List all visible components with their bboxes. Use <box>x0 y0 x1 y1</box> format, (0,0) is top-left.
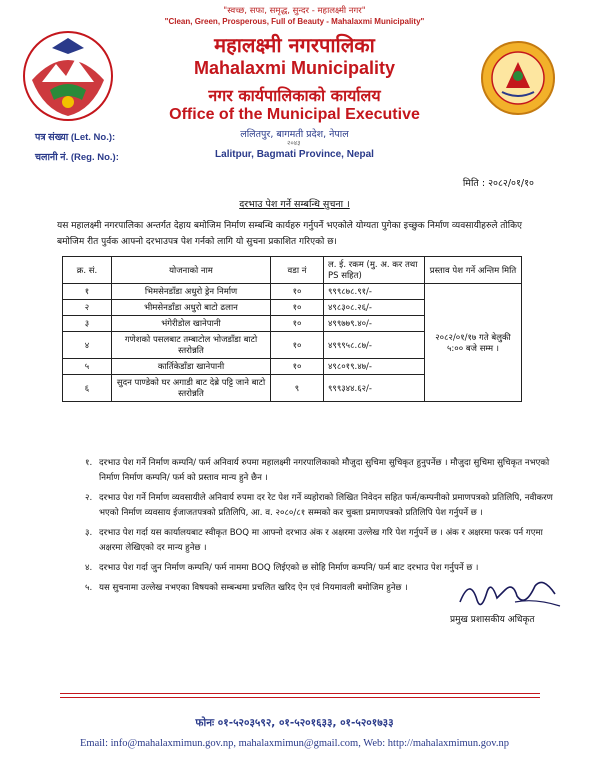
list-item <box>85 526 560 556</box>
list-item <box>85 491 560 521</box>
list-item-number: ३. <box>85 528 93 538</box>
list-item-text: यस सुचनामा उल्लेख नभएका विषयको सम्बन्धमा प्रचलित खरिद ऐन एवं नियमावली बमोजिम हुनेछ । <box>99 583 408 593</box>
list-item-number: ५. <box>85 583 93 593</box>
footer-divider <box>60 693 540 694</box>
motto-nepali: "स्वच्छ, सफा, समृद्ध, सुन्दर - महालक्ष्मी नगर" <box>223 6 366 16</box>
header-amount: ल. ई. रकम (मु. अ. कर तथा PS सहित) <box>324 257 425 284</box>
notice-subject: दरभाउ पेश गर्ने सम्बन्धि सुचना । <box>239 199 350 210</box>
row-ward: १० <box>271 359 324 375</box>
registration-number-label: चलानी नं. (Reg. No.): <box>35 152 119 163</box>
municipality-name-nepali: महालक्ष्मी नगरपालिका <box>214 33 375 57</box>
list-item <box>85 456 560 486</box>
row-amount: ९९९८७८.९१/- <box>324 284 425 300</box>
row-project-name: कार्तिकेडाँडा खानेपानी <box>112 359 271 375</box>
list-item-text: दरभाउ पेश गर्दा जुन निर्माण कम्पनि/ फर्म नाममा BOQ लिईएको छ सोहि निर्माण कम्पनि/ फर्म बाट दरभाउ पेश गर्नुपर्ने छ । <box>99 563 479 573</box>
deadline-cell: २०८२/०१/१७ गते बेलुकी ५:०० बजे सम्म । <box>425 284 522 402</box>
handwritten-signature <box>455 572 565 617</box>
row-project-name: सुदन पाण्डेको घर अगाडी बाट देब्रे पट्टि जाने बाटो स्तरोन्नति <box>112 375 271 402</box>
address-english: Lalitpur, Bagmati Province, Nepal <box>215 149 374 160</box>
row-ward: १० <box>271 284 324 300</box>
notice-intro: यस महालक्ष्मी नगरपालिका अन्तर्गत देहाय बमोजिम निर्माण सम्बन्धि कार्यहरु गर्नुपर्ने भएकोले योग्यता पुगेका इच्छुक निर्माण व्यवसायीहरुले तोकिए बमोजिम रीत पुर्वक आफ्नो दरभाउपत्र पेश गर्नको लागि यो सुचना प्रकाशित गरिएको छ। <box>57 221 522 247</box>
header-ward: वडा नं <box>271 257 324 284</box>
list-item-number: १. <box>85 458 93 468</box>
row-amount: ४९८३०८.२६/- <box>324 300 425 316</box>
header-project-name: योजनाको नाम <box>112 257 271 284</box>
row-serial: २ <box>63 300 112 316</box>
row-amount: ४९९९५८.८७/- <box>324 332 425 359</box>
row-serial: ३ <box>63 316 112 332</box>
list-item-text: दरभाउ पेश गर्ने निर्माण कम्पनि/ फर्म अनिवार्य रुपमा महालक्ष्मी नगरपालिकाको मौजुदा सुचिमा सुचिकृत हुनुपर्नेछ । मौजुदा सुचिमा सुचिकृत नभएको निर्माण निर्माण कम्पनि/ फर्म को प्रस्ताव मान्य हुने छैन । <box>99 458 550 483</box>
municipality-name-english: Mahalaxmi Municipality <box>193 58 396 78</box>
row-amount: ४९९७७९.४०/- <box>324 316 425 332</box>
office-name-nepali: नगर कार्यपालिकाको कार्यालय <box>208 86 381 105</box>
motto-english: "Clean, Green, Prosperous, Full of Beauty - Mahalaxmi Municipality" <box>164 17 425 26</box>
header-deadline: प्रस्ताव पेश गर्ने अन्तिम मिति <box>425 257 522 284</box>
row-ward: १० <box>271 332 324 359</box>
row-project-name: भंगेरीडोल खानेपानी <box>112 316 271 332</box>
header-serial: क्र. सं. <box>63 257 112 284</box>
list-item-text: दरभाउ पेश गर्ने निर्माण व्यवसायीले अनिवार्य रुपमा दर रेट पेश गर्ने व्यहोराको लिखित निवेदन सहित फर्म/कम्पनीको प्रमाणपत्रको प्रतिलिपि, नवीकरण भएको निर्माण व्यवसाय ईजाजतपत्रको प्रतिलिपि, आ. व. २०८०/८१ सम्मको कर चुक्ता प्रमाणपत्रको प्रतिलिपि पेश गर्नुपर्ने छ । <box>99 493 553 518</box>
table-row <box>63 284 522 300</box>
row-project-name: भीमसेनडाँडा अधुरो बाटो ढलान <box>112 300 271 316</box>
row-amount: ४९८०१९.४७/- <box>324 359 425 375</box>
stamp-mark: २०४३ <box>287 139 301 147</box>
row-project-name: गणेशको पसलबाट तम्बाटोल भोजडाँडा बाटो स्तरोन्नति <box>112 332 271 359</box>
row-project-name: भिमसेनडाँडा अधुरो ड्रेन निर्माण <box>112 284 271 300</box>
projects-table <box>62 256 522 402</box>
footer-phone: फोनः ०१-५२०३५९२, ०१-५२०१६३३, ०१-५२०१७३३ <box>195 717 394 729</box>
row-ward: १० <box>271 316 324 332</box>
footer-divider-second <box>60 697 540 698</box>
letter-number-label: पत्र संख्या (Let. No.): <box>35 132 116 143</box>
row-serial: १ <box>63 284 112 300</box>
footer-contact: Email: info@mahalaxmimun.gov.np, mahalaxmimun@gmail.com, Web: http://mahalaxmimun.gov.np <box>80 738 509 749</box>
row-ward: १० <box>271 300 324 316</box>
list-item-number: ४. <box>85 563 93 573</box>
notice-date: मिति : २०८२/०१/१० <box>462 178 534 189</box>
row-ward: ९ <box>271 375 324 402</box>
address-nepali: ललितपुर, बागमती प्रदेश, नेपाल <box>240 129 349 140</box>
signatory-title: प्रमुख प्रशासकीय अधिकृत <box>450 615 535 625</box>
row-serial: ५ <box>63 359 112 375</box>
row-serial: ६ <box>63 375 112 402</box>
table-header-row <box>63 257 522 284</box>
office-name-english: Office of the Municipal Executive <box>169 106 420 123</box>
row-serial: ४ <box>63 332 112 359</box>
list-item-number: २. <box>85 493 93 503</box>
list-item-text: दरभाउ पेश गर्दा यस कार्यालयबाट स्वीकृत BOQ मा आफ्नो दरभाउ अंक र अक्षरमा उल्लेख गरि पेश गर्नुपर्ने छ । अंक र अक्षरमा फरक पर्न गएमा अक्षरमा लेखिएको दर मान्य हुनेछ । <box>99 528 543 553</box>
row-amount: ९९९३४४.६२/- <box>324 375 425 402</box>
